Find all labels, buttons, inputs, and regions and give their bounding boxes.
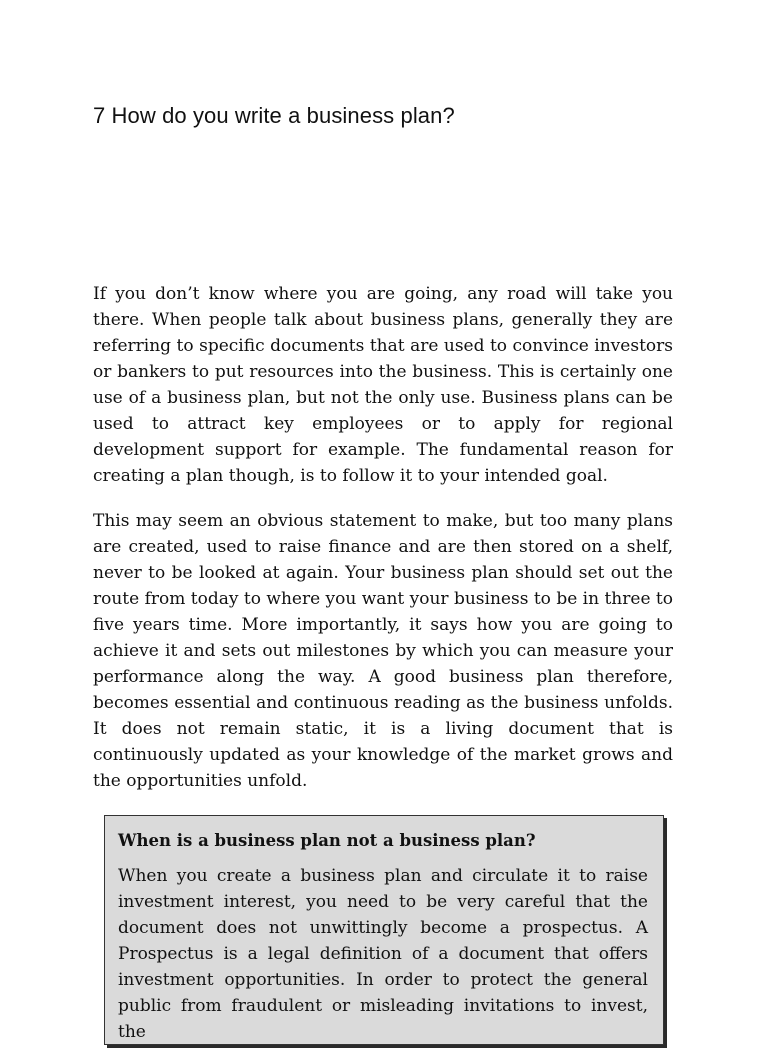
body-paragraph-2: This may seem an obvious statement to make, but too many plans are created, used to raise finance and are then stored on a shelf, never to be looked at again. Your business plan should set out the route from today to where you want your business to be in three to five years time. More importantly, it says how you are going to achieve it and sets out milestones by which you can measure your performance along the way. A good business plan therefore, becomes essential and continuous reading as the business unfolds. It does not remain static, it is a living document that is continuously updated as your knowledge of the market grows and the opportunities unfold. (93, 511, 673, 791)
callout-text: When you create a business plan and circulate it to raise investment interest, you need to be very careful that the document does not unwittingly become a prospectus. A Prospectus is a legal definition of a document that offers investment opportunities. In order to protect the general public from fraudulent or misleading invitations to invest, the (118, 866, 648, 1042)
chapter-title: 7 How do you write a business plan? (93, 103, 455, 128)
body-paragraph-1: If you don’t know where you are going, any road will take you there. When people talk about business plans, generally they are referring to specific documents that are used to convince investors or bankers to put resources into the business. This is certainly one use of a business plan, but not the only use. Business plans can be used to attract key employees or to apply for regional development support for example. The fundamental reason for creating a plan though, is to follow it to your intended goal. (93, 284, 673, 486)
callout-box (104, 815, 664, 1045)
callout-title: When is a business plan not a business plan? (118, 831, 536, 850)
